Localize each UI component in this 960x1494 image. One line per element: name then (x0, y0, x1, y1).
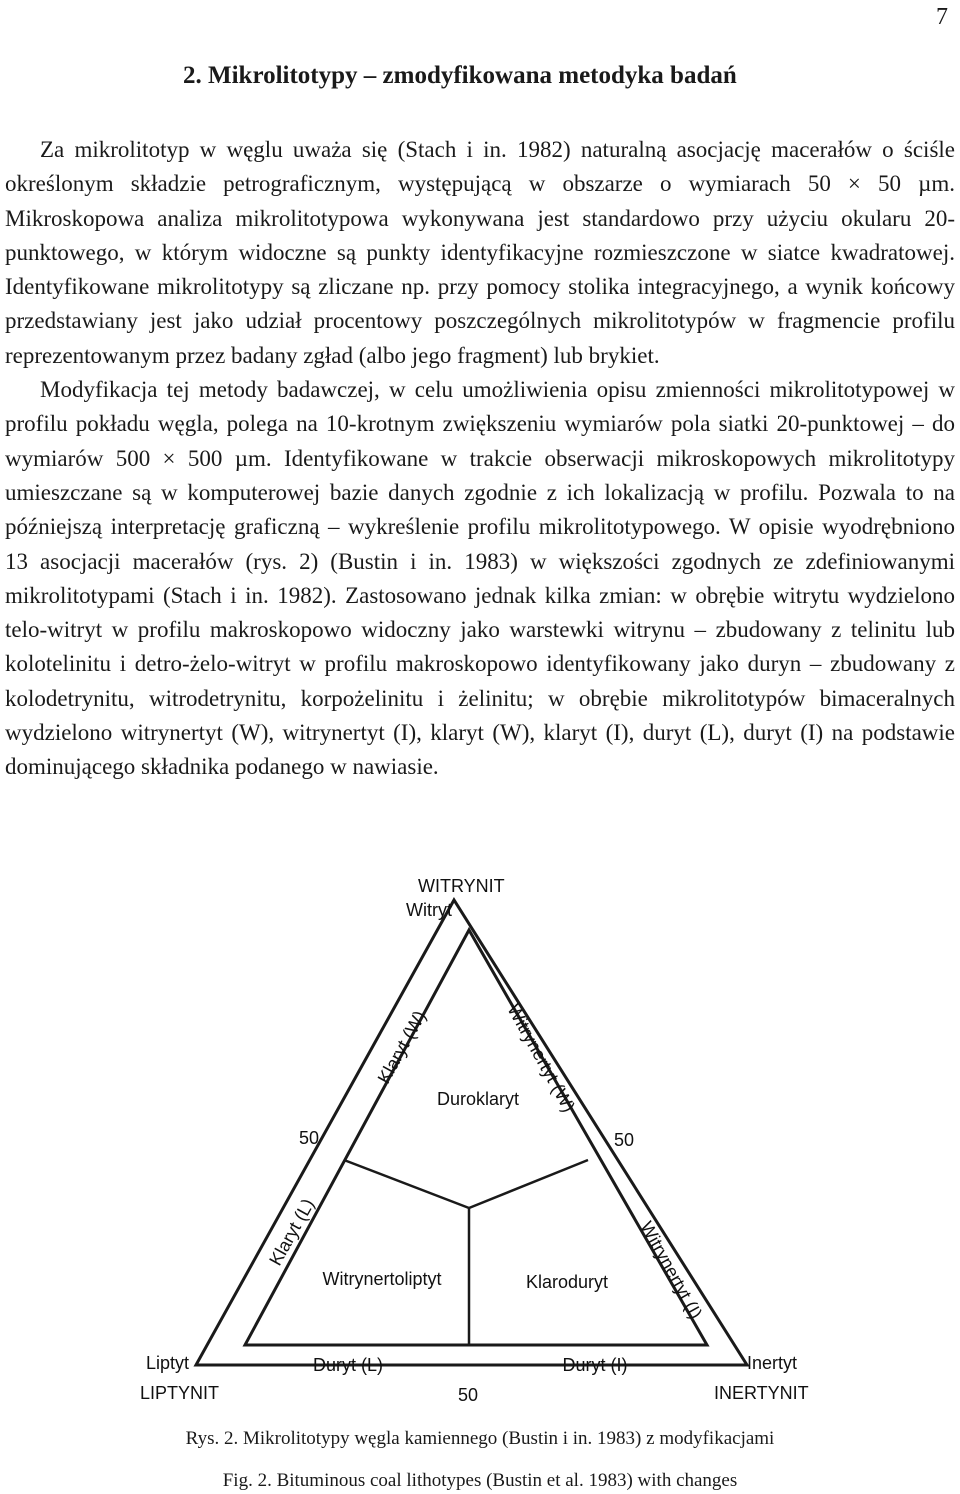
label-right-group: INERTYNIT (714, 1383, 809, 1403)
paragraph-2: Modyfikacja tej metody badawczej, w celu umożliwienia opisu zmienności mikrolitotypowej w profilu pokładu węgla, polega na 10-krotnym zwiększeniu wymiarów pola siatki 20-punktowej – do wymiarów 500 × 500 µm. Identyfikowane w trakcie obserwacji mikroskopowych mikrolitotypy umieszczane są w komputerowej bazie danych zgodnie z ich lokalizacją w profilu. Pozwala to na późniejszą interpretację graficzną – wykreślenie profilu mikrolitotypowego. W opisie wyodrębniono 13 asocjacji macerałów (rys. 2) (Bustin i in. 1983) w większości zgodnych ze zdefiniowanymi mikrolitotypami (Stach i in. 1982). Zastosowano jednak kilka zmian: w obrębie witrytu wydzielono telo-witryt w profilu makroskopowo widoczny jako warstewki witrynu – zbudowany z telinitu lub kolotelinitu i detro-żelo-witryt w profilu makroskopowo identyfikowany jako duryn – zbudowany z kolodetrynitu, witrodetrynitu, korpożelinitu i żelinitu; w obrębie mikrolitotypów bimaceralnych wydzielono witrynertyt (W), witrynertyt (I), klaryt (W), klaryt (I), duryt (L), duryt (I) na podstawie dominującego składnika podanego w nawiasie. (5, 377, 955, 780)
divider-left (344, 1160, 469, 1208)
label-duryt-l: Duryt (L) (312, 1355, 384, 1375)
label-left-end: Liptyt (146, 1353, 190, 1373)
tick-left-50: 50 (299, 1128, 320, 1148)
label-klaryt-w: Klaryt (W) (373, 1007, 430, 1087)
tick-right-50: 50 (614, 1130, 635, 1150)
page-number: 7 (936, 4, 948, 30)
label-witrynertoliptyt: Witrynertoliptyt (322, 1269, 442, 1289)
ternary-diagram (0, 868, 960, 1408)
label-klaryt-l: Klaryt (L) (265, 1195, 319, 1269)
label-right-end: Inertyt (747, 1353, 798, 1373)
label-witrynertyt-w: Witrynertyt (W) (503, 1000, 580, 1116)
tick-bottom-50: 50 (458, 1385, 479, 1405)
paragraph-1: Za mikrolitotyp w węglu uważa się (Stach i in. 1982) naturalną asocjację macerałów o ściśle określonym składzie petrograficznym, występującą w obszarze o wymiarach 50 × 50 µm. Mikroskopowa analiza mikrolitotypowa wykonywana jest standardowo przy użyciu okularu 20-punktowego, w którym widoczne są punkty identyfikacyjne rozmieszczone w siatce kwadratowej. Identyfikowane mikrolitotypy są zliczane np. przy pomocy stolika integracyjnego, a wynik końcowy przedstawiany jest jako udział procentowy poszczególnych mikrolitotypów w fragmencie profilu reprezentowanym przez badany zgład (albo jego fragment) lub brykiet. (5, 137, 955, 368)
divider-right (469, 1160, 588, 1208)
label-left-group: LIPTYNIT (140, 1383, 220, 1403)
label-klaroduryt: Klaroduryt (525, 1272, 609, 1292)
label-duryt-i: Duryt (I) (562, 1355, 628, 1375)
figure-caption-polish: Rys. 2. Mikrolitotypy węgla kamiennego (Bustin i in. 1983) z modyfikacjami (185, 1428, 775, 1449)
ternary-diagram-figure (0, 868, 960, 1408)
label-top-group: WITRYNIT (418, 876, 505, 896)
body-text (5, 133, 955, 785)
section-title: 2. Mikrolitotypy – zmodyfikowana metodyka badań (183, 62, 737, 89)
figure-caption-english: Fig. 2. Bituminous coal lithotypes (Bustin et al. 1983) with changes (222, 1470, 738, 1491)
label-top-end: Witryt (406, 900, 452, 920)
label-witrynertyt-i: Witrynertyt (I) (636, 1218, 707, 1323)
label-duroklaryt: Duroklaryt (436, 1089, 520, 1109)
outer-triangle (196, 900, 747, 1365)
